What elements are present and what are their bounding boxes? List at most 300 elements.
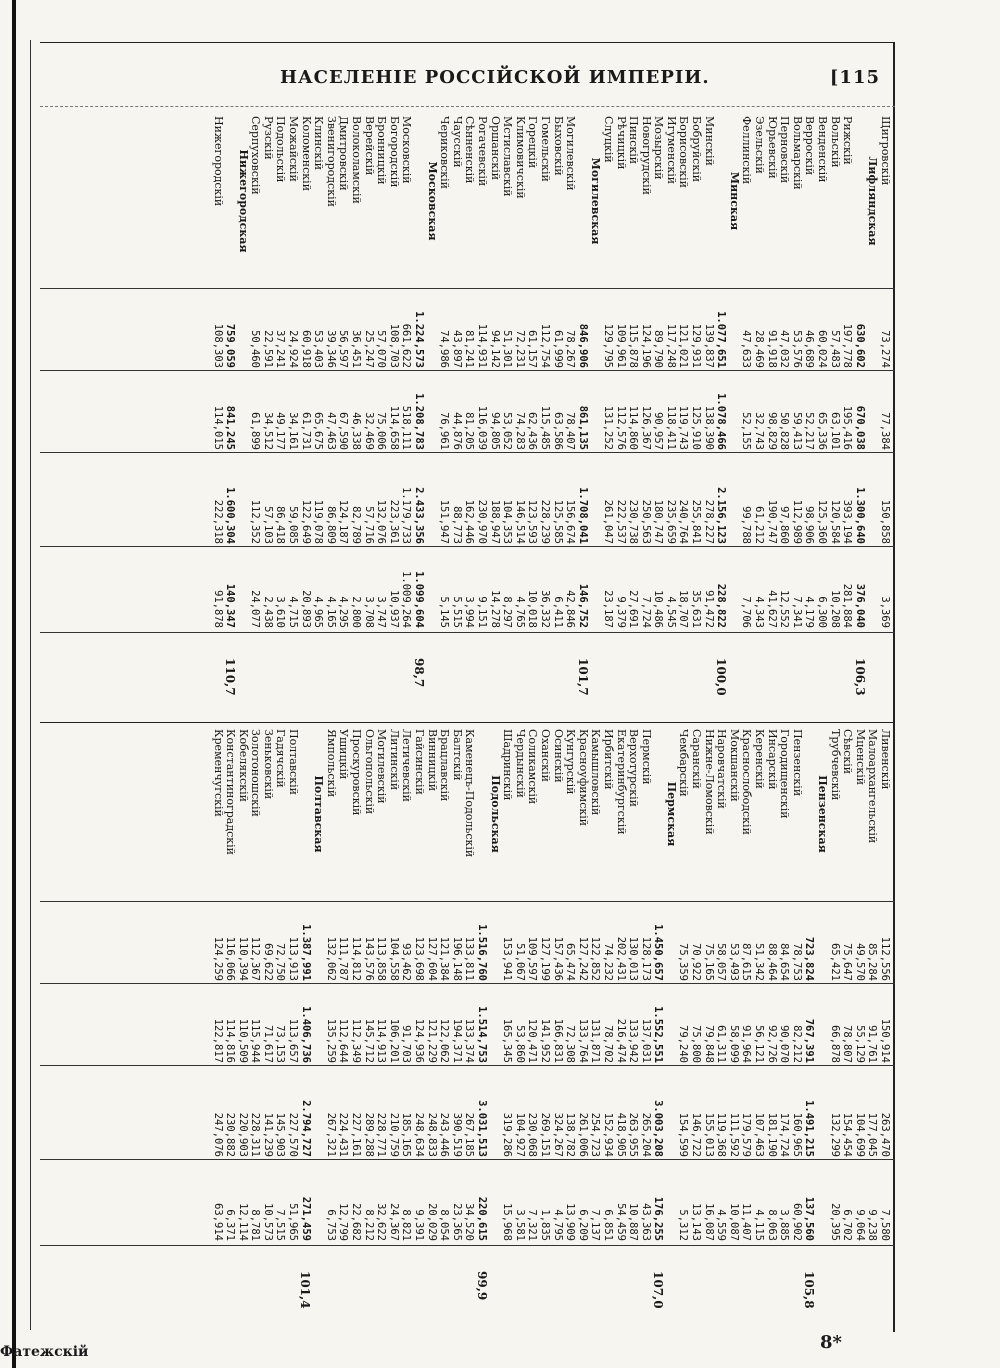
table-cell: 46,338 <box>350 412 363 450</box>
table-cell: 121,021 <box>677 323 690 368</box>
table-cell: 63,101 <box>828 412 841 450</box>
province-total-cell: 767,391 <box>803 1018 816 1063</box>
column-rule <box>40 546 895 547</box>
table-cell: 56,121 <box>753 1025 766 1063</box>
province-heading <box>727 372 740 450</box>
table-cell: Гомельскій <box>538 116 552 182</box>
table-cell: 5,312 <box>677 1209 690 1241</box>
table-cell: Наровчатскій <box>715 729 729 809</box>
table-cell: 104,927 <box>513 1112 526 1157</box>
table-cell: 115,944 <box>249 1018 262 1063</box>
table-cell: 12,114 <box>236 1203 249 1241</box>
table-cell: 92,726 <box>765 1025 778 1063</box>
province-total-cell: 220,615 <box>476 1196 488 1241</box>
province-total-cell: 1.077,651 <box>715 311 728 368</box>
table-cell: Кунгурскій <box>564 729 578 795</box>
table-cell: 84,654 <box>778 943 791 981</box>
table-cell: 6,371 <box>224 1209 237 1241</box>
table-cell: 104,558 <box>387 936 400 981</box>
table-cell: 67,590 <box>337 412 350 450</box>
table-cell: Мозырскій <box>652 116 666 180</box>
table-cell: 157,436 <box>551 936 564 981</box>
table-cell: 247,076 <box>211 1112 224 1157</box>
province-total-cell: 1.516,760 <box>476 924 488 981</box>
column-rule <box>40 452 895 453</box>
table-cell: 61,212 <box>753 506 766 544</box>
value-column <box>211 372 891 450</box>
table-cell: 120,471 <box>526 1018 539 1063</box>
table-cell: 3,885 <box>778 1209 791 1241</box>
table-cell: 91,472 <box>702 590 715 628</box>
table-cell: Московскій <box>400 116 414 184</box>
table-cell: 34,520 <box>463 1203 476 1241</box>
table-cell: 129,931 <box>690 323 703 368</box>
table-cell: 57,070 <box>375 330 388 368</box>
table-cell: 88,773 <box>450 506 463 544</box>
value-column <box>211 548 891 628</box>
page-header <box>240 62 880 92</box>
province-heading <box>815 985 828 1063</box>
table-cell: 3,708 <box>362 596 375 628</box>
table-cell: 181,190 <box>765 1112 778 1157</box>
table-cell: 66,878 <box>828 1025 841 1063</box>
table-cell: 79,848 <box>702 1025 715 1063</box>
table-cell: Нижегородскій <box>211 116 225 207</box>
table-cell: 93,462 <box>400 943 413 981</box>
table-cell: Венденскій <box>816 116 830 183</box>
province-heading: Полтавская <box>312 775 326 853</box>
table-cell: 44,876 <box>450 412 463 450</box>
table-cell: 49,570 <box>853 943 866 981</box>
table-cell: 141,239 <box>261 1112 274 1157</box>
table-cell: 15,968 <box>501 1203 514 1241</box>
table-cell: 28,469 <box>753 330 766 368</box>
table-cell: 109,597 <box>526 936 539 981</box>
table-cell: 81,205 <box>463 412 476 450</box>
province-total-cell <box>299 729 312 899</box>
table-cell: 60,902 <box>790 1203 803 1241</box>
province-heading <box>589 454 602 544</box>
table-cell: 255,841 <box>690 499 703 544</box>
province-heading: Подольская <box>488 775 502 853</box>
table-cell: 230,970 <box>476 499 488 544</box>
table-cell: 281,884 <box>841 583 854 628</box>
table-cell: 133,942 <box>627 1018 640 1063</box>
table-cell: 8,297 <box>501 596 514 628</box>
table-cell: 39,346 <box>324 330 337 368</box>
column-rule <box>40 983 895 984</box>
table-cell: Вольскій <box>828 116 842 168</box>
sex-ratio-value: 100,0 <box>714 658 729 696</box>
page-edge-left <box>12 0 16 1368</box>
table-cell: 390,519 <box>450 1112 463 1157</box>
table-cell: 160,965 <box>790 1112 803 1157</box>
table-cell: Кобелякскій <box>236 729 250 802</box>
table-cell: 13,909 <box>564 1203 577 1241</box>
table-cell: 190,747 <box>765 499 778 544</box>
table-cell: 418,905 <box>614 1112 627 1157</box>
table-cell: 220,903 <box>236 1112 249 1157</box>
table-cell: Бронницкій <box>375 116 389 185</box>
table-cell: Юрьевскій <box>765 116 779 179</box>
province-total-cell: 759,059 <box>224 323 237 368</box>
table-cell: 230,738 <box>627 499 640 544</box>
province-heading <box>727 454 740 544</box>
table-cell: Рогачевскій <box>476 116 489 187</box>
sex-ratio-value: 107,0 <box>651 1271 666 1309</box>
table-cell: Ольгопольскій <box>362 729 376 815</box>
table-cell: 78,807 <box>841 1025 854 1063</box>
table-cell: Бобруйскій <box>690 116 704 183</box>
table-cell: 240,764 <box>677 499 690 544</box>
province-heading <box>866 290 879 368</box>
table-cell: 78,267 <box>564 330 577 368</box>
province-total-cell: 1.450,657 <box>652 924 665 981</box>
table-cell: 166,831 <box>551 1018 564 1063</box>
province-total-cell: 1.300,640 <box>853 487 866 544</box>
table-cell: 9,238 <box>866 1209 879 1241</box>
province-total-cell: 1.514,753 <box>476 1006 488 1063</box>
table-cell: 107,463 <box>753 1112 766 1157</box>
table-cell: 16,087 <box>702 1203 715 1241</box>
column-rule <box>40 901 895 902</box>
table-cell: 82,212 <box>790 1025 803 1063</box>
table-cell: 82,789 <box>350 506 363 544</box>
province-total-cell: 1.491,215 <box>803 1100 816 1157</box>
table-cell: 1,835 <box>538 1209 551 1241</box>
table-cell: Полтавскій <box>287 729 301 795</box>
table-cell: 72,308 <box>564 1025 577 1063</box>
table-cell: 3,610 <box>274 596 287 628</box>
province-total-cell: 1.600,304 <box>224 487 237 544</box>
province-heading <box>425 454 438 544</box>
table-cell: 14,278 <box>488 590 501 628</box>
province-total-cell: 140,347 <box>224 583 237 628</box>
table-cell: Винницкій <box>425 729 439 792</box>
table-cell: 32,622 <box>375 1203 388 1241</box>
province-heading <box>488 903 501 981</box>
table-cell: 112,349 <box>350 1018 363 1063</box>
province-total-cell: 3.003,208 <box>652 1100 665 1157</box>
table-cell: 112,754 <box>538 323 551 368</box>
table-cell: 133,764 <box>576 1018 589 1063</box>
table-cell: 5,145 <box>438 596 451 628</box>
province-total-cell: 1.078,466 <box>715 393 728 450</box>
table-cell: Городищенскій <box>778 729 792 819</box>
table-cell: 91,918 <box>765 330 778 368</box>
table-cell: Рузскій <box>261 116 275 160</box>
province-heading <box>236 290 249 368</box>
table-cell: 54,459 <box>614 1203 627 1241</box>
table-cell: 114,913 <box>375 1018 388 1063</box>
table-cell: 10,087 <box>727 1203 740 1241</box>
table-cell: 57,716 <box>362 506 375 544</box>
table-cell: Могилевскій <box>564 116 578 191</box>
table-cell: 7,580 <box>879 1209 891 1241</box>
province-total-cell: 1.708,041 <box>576 487 589 544</box>
province-total-cell: 2.156,123 <box>715 487 728 544</box>
table-cell: Балтскій <box>450 729 464 781</box>
table-cell: 223,361 <box>387 499 400 544</box>
table-cell: 131,252 <box>601 405 614 450</box>
province-heading <box>312 903 325 981</box>
table-cell: 53,576 <box>790 330 803 368</box>
table-cell: 4,765 <box>513 596 526 628</box>
table-cell: 10,887 <box>627 1203 640 1241</box>
page-rule-left <box>30 40 31 1330</box>
table-cell: 61,731 <box>299 412 312 450</box>
table-cell: 72,750 <box>274 943 287 981</box>
table-cell: 2,438 <box>261 596 274 628</box>
table-cell: 278,227 <box>702 499 715 544</box>
table-cell: 125,360 <box>816 499 829 544</box>
table-cell: Проскуровскій <box>350 729 364 816</box>
table-cell: 119,743 <box>677 405 690 450</box>
province-heading <box>664 1161 677 1241</box>
table-cell: 91,964 <box>740 1025 753 1063</box>
province-heading <box>236 454 249 544</box>
table-cell: 113,657 <box>287 1018 300 1063</box>
table-cell: Пермскій <box>639 729 653 785</box>
value-column <box>211 903 891 981</box>
table-cell: 90,957 <box>652 412 665 450</box>
value-column <box>211 985 891 1063</box>
table-cell: 8,054 <box>438 1209 451 1241</box>
table-cell: 113,858 <box>375 936 388 981</box>
table-cell: 79,240 <box>677 1025 690 1063</box>
table-cell: 9,379 <box>614 596 627 628</box>
table-cell: 4,545 <box>664 596 677 628</box>
table-cell: 114,931 <box>476 323 488 368</box>
table-cell: 53,052 <box>501 412 514 450</box>
table-cell: 60,918 <box>299 330 312 368</box>
table-cell: 104,699 <box>853 1112 866 1157</box>
table-cell: 112,556 <box>879 936 891 981</box>
value-column <box>211 1067 891 1157</box>
province-total-cell: 670,038 <box>853 405 866 450</box>
table-cell: 116,066 <box>224 936 237 981</box>
table-cell: 110,394 <box>236 936 249 981</box>
table-cell: 210,759 <box>387 1112 400 1157</box>
table-cell: 13,143 <box>690 1203 703 1241</box>
table-cell: 97,860 <box>778 506 791 544</box>
sex-ratio-value: 98,7 <box>411 658 426 688</box>
table-cell: Золотоношскій <box>249 729 263 817</box>
table-cell: 7,137 <box>589 1209 602 1241</box>
table-cell: 23,187 <box>601 590 614 628</box>
sex-ratio-value: 101,4 <box>298 1271 313 1309</box>
table-cell: 6,702 <box>841 1209 854 1241</box>
table-cell: 197,778 <box>841 323 854 368</box>
province-total-cell: 841,245 <box>224 405 237 450</box>
table-cell: 32,743 <box>753 412 766 450</box>
table-cell: 78,407 <box>564 412 577 450</box>
column-rule <box>40 1065 895 1066</box>
table-cell: 235,659 <box>664 499 677 544</box>
table-cell: 125,585 <box>551 499 564 544</box>
province-total-cell: 176,255 <box>652 1196 665 1241</box>
table-cell: 4,795 <box>551 1209 564 1241</box>
sex-ratio-value: 110,7 <box>222 658 237 696</box>
table-cell: 131,871 <box>589 1018 602 1063</box>
province-total-cell: 723,824 <box>803 936 816 981</box>
table-cell: 94,805 <box>488 412 501 450</box>
table-cell: Звенигородскій <box>324 116 338 207</box>
province-heading <box>815 1067 828 1157</box>
table-cell: 70,922 <box>690 943 703 981</box>
province-heading: Нижегородская <box>236 149 250 253</box>
table-cell: 75,165 <box>702 943 715 981</box>
table-cell: Каменецъ-Подольскій <box>463 729 477 858</box>
table-cell: 73,274 <box>879 330 891 368</box>
table-cell: 90,070 <box>778 1025 791 1063</box>
table-cell: 85,284 <box>866 943 879 981</box>
province-total-cell: 1.224,573 <box>413 311 426 368</box>
table-cell: 8,781 <box>249 1209 262 1241</box>
table-cell: Чердынскій <box>513 729 527 798</box>
table-cell: 174,724 <box>778 1112 791 1157</box>
table-cell: 4,179 <box>803 596 816 628</box>
table-cell: 250,563 <box>639 499 652 544</box>
province-total-cell <box>475 729 488 899</box>
table-cell: 319,286 <box>501 1112 514 1157</box>
table-cell: 137,031 <box>639 1018 652 1063</box>
table-cell: 269,151 <box>538 1112 551 1157</box>
table-cell: 6,753 <box>324 1209 337 1241</box>
table-cell: 53,860 <box>513 1025 526 1063</box>
table-cell: 7,515 <box>274 1209 287 1241</box>
table-cell: 4,715 <box>287 596 300 628</box>
table-cell: 57,103 <box>261 506 274 544</box>
table-cell: 254,723 <box>589 1112 602 1157</box>
table-cell: Дмитровскій <box>337 116 351 191</box>
table-cell: Минскій <box>702 116 716 166</box>
province-heading <box>312 1161 325 1241</box>
table-cell: Чаусскій <box>450 116 464 168</box>
province-heading <box>866 548 879 628</box>
table-cell: Чериковскій <box>438 116 452 189</box>
table-cell: 8,821 <box>400 1209 413 1241</box>
table-cell: Шадринскій <box>501 729 515 801</box>
province-total-cell: 1.387,991 <box>299 924 312 981</box>
sex-ratio-value: 105,8 <box>802 1271 817 1309</box>
table-cell: 162,446 <box>463 499 476 544</box>
table-cell: 132,076 <box>375 499 388 544</box>
table-cell: 4,343 <box>753 596 766 628</box>
table-cell: 115,878 <box>627 323 640 368</box>
table-cell: Красноуфимскій <box>576 729 590 827</box>
province-total-cell: 1.552,551 <box>652 1006 665 1063</box>
table-cell: Кременчугскій <box>211 729 225 817</box>
table-cell: 61,157 <box>526 330 539 368</box>
table-cell: 114,860 <box>627 405 640 450</box>
table-cell: 52,155 <box>740 412 753 450</box>
table-cell: 36,451 <box>350 330 363 368</box>
table-cell: 113,913 <box>287 936 300 981</box>
table-cell: 7,321 <box>526 1209 539 1241</box>
province-total-cell: 630,602 <box>853 323 866 368</box>
table-cell: 11,407 <box>740 1203 753 1241</box>
table-cell: 224,431 <box>337 1112 350 1157</box>
table-cell: 119,078 <box>312 499 325 544</box>
table-cell: 135,259 <box>324 1018 337 1063</box>
table-cell: Константиноградскій <box>224 729 238 855</box>
province-total-cell: 3.031,513 <box>476 1100 488 1157</box>
table-cell: Пинскій <box>627 116 641 165</box>
table-cell: 138,390 <box>702 405 715 450</box>
province-total-cell <box>412 116 425 286</box>
table-cell: 124,187 <box>337 499 350 544</box>
table-cell: 261,006 <box>576 1112 589 1157</box>
table-cell: 9,064 <box>853 1209 866 1241</box>
table-cell: Рѣчицкій <box>614 116 628 170</box>
table-cell: 37,241 <box>274 330 287 368</box>
table-cell: Сѣвскій <box>841 729 855 775</box>
table-cell: Ямпольскій <box>324 729 338 798</box>
table-cell: 51,301 <box>501 330 514 368</box>
table-cell: 185,165 <box>400 1112 413 1157</box>
table-cell: 76,961 <box>438 412 451 450</box>
table-cell: 124,196 <box>639 323 652 368</box>
province-total-cell: 846,906 <box>576 323 589 368</box>
table-cell: 112,576 <box>614 405 627 450</box>
table-cell: 61,999 <box>551 330 564 368</box>
table-cell: 36,332 <box>538 590 551 628</box>
province-heading <box>589 548 602 628</box>
header-rule <box>40 42 895 43</box>
table-cell: Сѣнненскій <box>463 116 477 184</box>
table-cell: Подольскій <box>274 116 288 183</box>
table-cell: 43,897 <box>450 330 463 368</box>
table-cell: Зеньковскій <box>261 729 275 800</box>
table-cell: 227,161 <box>350 1112 363 1157</box>
table-cell: 133,811 <box>463 936 476 981</box>
table-cell: 47,633 <box>740 330 753 368</box>
table-cell: 61,899 <box>249 412 262 450</box>
table-cell: 152,934 <box>601 1112 614 1157</box>
province-heading <box>815 903 828 981</box>
table-cell: 24,924 <box>287 330 300 368</box>
table-cell: 150,914 <box>879 1018 891 1063</box>
district-name-column <box>211 116 891 286</box>
province-heading <box>727 290 740 368</box>
table-cell: Слуцкій <box>601 116 615 163</box>
table-cell: 1.179,733 <box>400 487 413 544</box>
table-cell: 49,177 <box>274 412 287 450</box>
table-cell: 154,454 <box>841 1112 854 1157</box>
province-total-cell: 2.794,727 <box>299 1100 312 1157</box>
table-cell: 177,045 <box>866 1112 879 1157</box>
table-cell: Чембарскій <box>677 729 691 797</box>
province-total-cell <box>652 729 665 899</box>
table-cell: Саранскій <box>690 729 704 789</box>
table-cell: 119,368 <box>715 1112 728 1157</box>
table-cell: 324,267 <box>551 1112 564 1157</box>
table-cell: 3,994 <box>463 596 476 628</box>
table-cell: 20,029 <box>425 1203 438 1241</box>
province-heading: Пермская <box>664 781 678 847</box>
table-cell: Оханскій <box>538 729 552 782</box>
table-cell: Соликамскій <box>526 729 540 805</box>
province-heading: Могилевская <box>589 157 603 245</box>
table-cell: 53,493 <box>727 943 740 981</box>
table-cell: 2,800 <box>350 596 363 628</box>
table-cell: 74,986 <box>438 330 451 368</box>
table-cell: 65,336 <box>816 412 829 450</box>
table-cell: 7,724 <box>639 596 652 628</box>
table-cell: 122,852 <box>589 936 602 981</box>
table-cell: 4,295 <box>337 596 350 628</box>
